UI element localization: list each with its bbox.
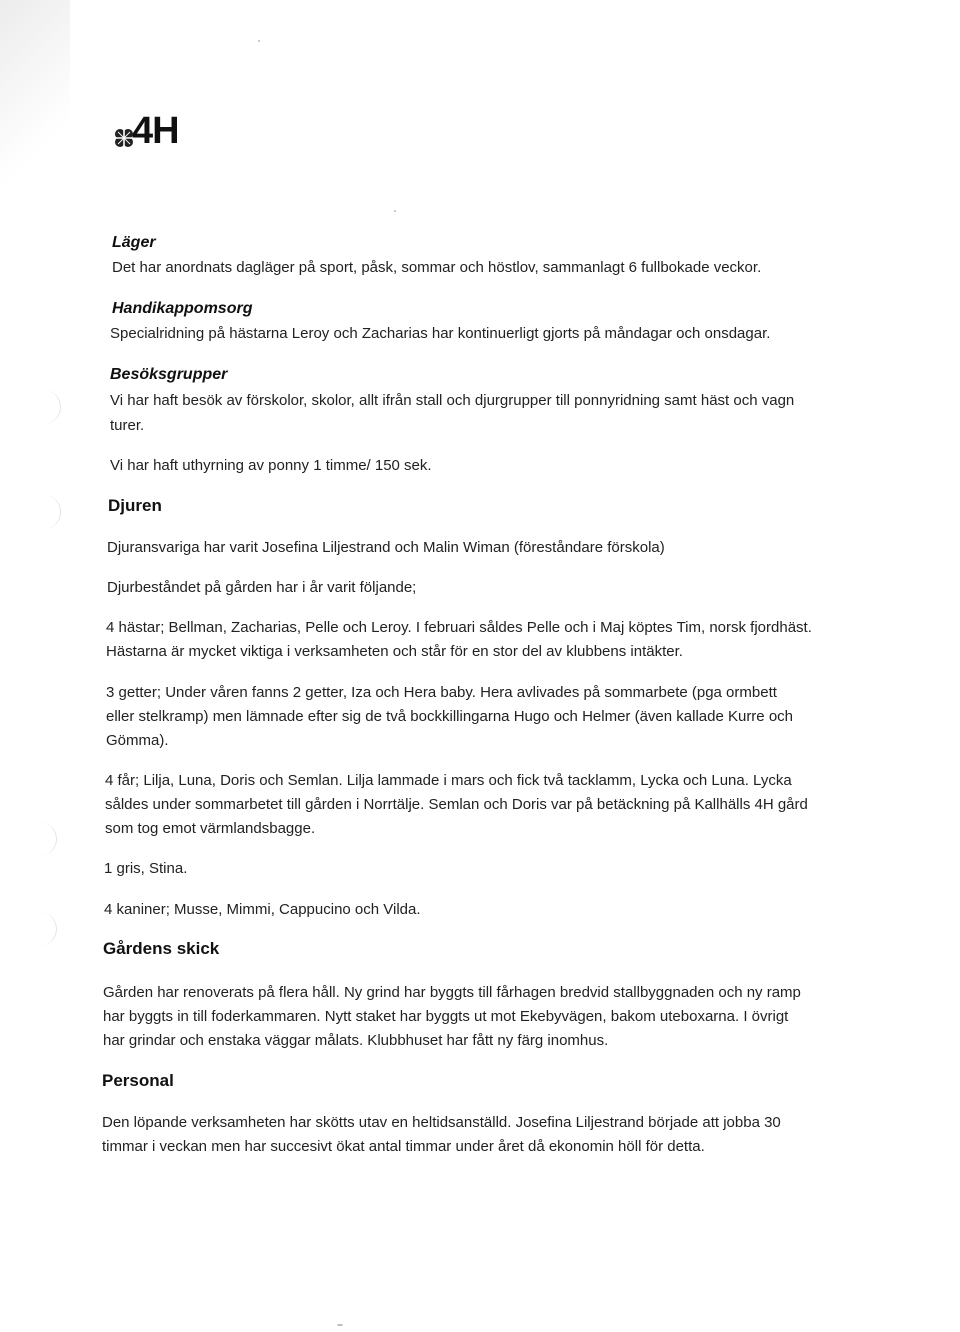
scan-speck [394, 210, 396, 212]
text-line: 4 får; Lilja, Luna, Doris och Semlan. Lilja lammade i mars och fick två tacklamm, Lycka och Luna. Lycka [105, 772, 792, 789]
binder-hole [36, 912, 57, 946]
text-line: Specialridning på hästarna Leroy och Zacharias har kontinuerligt gjorts på måndagar och onsdagar. [110, 325, 771, 342]
binder-hole [36, 822, 57, 856]
heading-besoksgrupper: Besöksgrupper [110, 366, 228, 383]
4h-logo [112, 104, 182, 150]
text-line: har grindar och enstaka väggar målats. Klubbhuset har fått ny färg inomhus. [103, 1032, 609, 1049]
text-line: har byggts in till foderkammaren. Nytt staket har byggts ut mot Ekebyvägen, bakom uteboxarna. I övrigt [103, 1008, 789, 1025]
scan-speck [337, 1324, 343, 1326]
text-line: såldes under sommarbetet till gården i Norrtälje. Semlan och Doris var på betäckning på Kallhälls 4H gård [105, 796, 808, 813]
text-line: Gården har renoverats på flera håll. Ny grind har byggts till fårhagen bredvid stallbyggnaden och ny ramp [103, 984, 801, 1001]
text-line: Den löpande verksamheten har skötts utav en heltidsanställd. Josefina Liljestrand började att jobba 30 [102, 1114, 781, 1131]
text-line: Gömma). [106, 732, 169, 749]
text-line: eller stelkramp) men lämnade efter sig de två bockkillingarna Hugo och Helmer (även kallade Kurre och [106, 708, 793, 725]
heading-personal: Personal [102, 1071, 174, 1090]
text-line: 4 hästar; Bellman, Zacharias, Pelle och Leroy. I februari såldes Pelle och i Maj köptes Tim, norsk fjordhäst. [106, 619, 812, 636]
heading-handikappomsorg: Handikappomsorg [112, 300, 253, 317]
text-line: timmar i veckan men har succesivt ökat antal timmar under året då ekonomin höll för detta. [102, 1138, 705, 1155]
text-line: Hästarna är mycket viktiga i verksamheten och står för en stor del av klubbens intäkter. [106, 643, 683, 660]
text-line: som tog emot värmlandsbagge. [105, 820, 316, 837]
text-line: turer. [110, 417, 145, 434]
scan-speck [258, 40, 260, 42]
binder-hole [40, 495, 61, 529]
text-line: Det har anordnats dagläger på sport, påsk, sommar och höstlov, sammanlagt 6 fullbokade veckor. [112, 259, 762, 276]
text-line: Vi har haft besök av förskolor, skolor, allt ifrån stall och djurgrupper till ponnyridning samt häst och vagn [110, 392, 795, 409]
text-line: 1 gris, Stina. [104, 860, 188, 877]
scan-shadow [0, 0, 70, 200]
heading-gardens-skick: Gårdens skick [103, 939, 220, 958]
text-line: Djurbeståndet på gården har i år varit följande; [107, 579, 417, 596]
text-line: 3 getter; Under våren fanns 2 getter, Iza och Hera baby. Hera avlivades på sommarbete (pga ormbett [106, 684, 777, 701]
logo-text: 4H [132, 110, 179, 152]
text-line: Djuransvariga har varit Josefina Liljestrand och Malin Wiman (föreståndare förskola) [107, 539, 665, 556]
heading-lager: Läger [112, 234, 156, 251]
text-line: Vi har haft uthyrning av ponny 1 timme/ 150 sek. [110, 457, 432, 474]
text-line: 4 kaniner; Musse, Mimmi, Cappucino och Vilda. [104, 901, 421, 918]
binder-hole [40, 390, 61, 424]
heading-djuren: Djuren [108, 496, 162, 515]
